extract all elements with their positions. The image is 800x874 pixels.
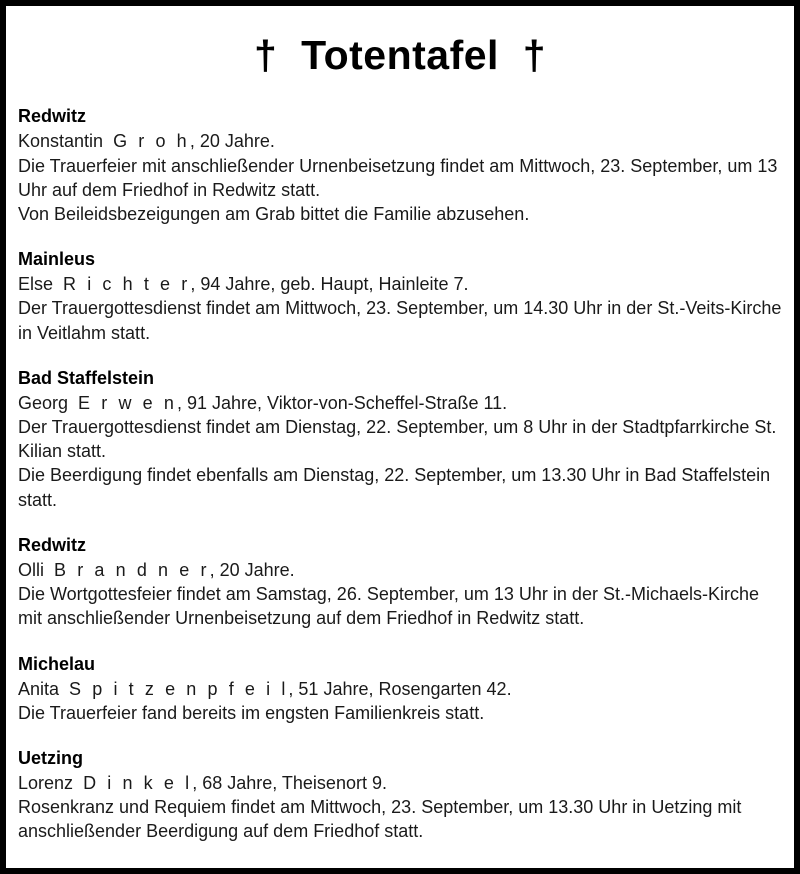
notice-sheet <box>12 12 788 862</box>
obituary-entry <box>18 746 782 844</box>
person-surname: G r o h <box>113 131 190 152</box>
person-surname: B r a n d n e r <box>54 559 210 580</box>
entry-detail-line: Die Trauerfeier mit anschließender Urnenbeisetzung findet am Mittwoch, 23. September, um 13 Uhr auf dem Friedhof in Redwitz statt. <box>18 155 778 200</box>
obituary-entry <box>18 247 782 345</box>
page-title: † Totentafel † <box>253 32 547 78</box>
obituary-entry <box>18 366 782 512</box>
entry-person-line <box>18 272 782 296</box>
entry-place-heading: Redwitz <box>18 106 87 127</box>
entry-place-heading: Michelau <box>18 653 96 674</box>
person-given-name: Lorenz <box>18 772 74 793</box>
obituary-entry-list <box>18 104 782 843</box>
person-details: , 91 Jahre, Viktor-von-Scheffel-Straße 11. <box>176 392 508 413</box>
person-details: , 20 Jahre. <box>189 131 275 152</box>
person-surname: E r w e n <box>78 392 177 413</box>
person-surname: D i n k e l <box>83 772 193 793</box>
entry-detail-line: Von Beileidsbezeigungen am Grab bittet die Familie abzusehen. <box>18 204 530 225</box>
obituary-entry <box>18 533 782 631</box>
person-surname: S p i t z e n p f e i l <box>69 678 289 699</box>
entry-person-line <box>18 771 782 795</box>
entry-place-heading: Redwitz <box>18 534 87 555</box>
person-given-name: Georg <box>18 392 69 413</box>
entry-person-line <box>18 129 782 153</box>
entry-detail-line: Die Wortgottesfeier findet am Samstag, 26. September, um 13 Uhr in der St.-Michaels-Kirche mit anschließender Urnenbeisetzung auf dem Friedhof in Redwitz statt. <box>18 584 759 629</box>
obituary-entry <box>18 104 782 226</box>
person-given-name: Else <box>18 274 54 295</box>
person-details: , 94 Jahre, geb. Haupt, Hainleite 7. <box>190 274 469 295</box>
entry-person-line <box>18 558 782 582</box>
entry-detail-line: Die Beerdigung findet ebenfalls am Dienstag, 22. September, um 13.30 Uhr in Bad Staffelstein statt. <box>18 465 771 510</box>
person-details: , 51 Jahre, Rosengarten 42. <box>288 678 512 699</box>
entry-place-heading: Bad Staffelstein <box>18 367 155 388</box>
entry-person-line <box>18 391 782 415</box>
entry-place-heading: Uetzing <box>18 747 83 768</box>
person-surname: R i c h t e r <box>63 274 191 295</box>
entry-person-line <box>18 677 782 701</box>
person-given-name: Konstantin <box>18 131 104 152</box>
entry-detail-line: Der Trauergottesdienst findet am Mittwoch, 23. September, um 14.30 Uhr in der St.-Veits-Kirche in Veitlahm statt. <box>18 298 782 343</box>
person-details: , 68 Jahre, Theisenort 9. <box>192 772 387 793</box>
obituary-entry <box>18 652 782 725</box>
entry-place-heading: Mainleus <box>18 249 96 270</box>
entry-detail-line: Die Trauerfeier fand bereits im engsten Familienkreis statt. <box>18 702 485 723</box>
entry-detail-line: Der Trauergottesdienst findet am Dienstag, 22. September, um 8 Uhr in der Stadtpfarrkirche St. Kilian statt. <box>18 417 777 462</box>
person-given-name: Anita <box>18 678 60 699</box>
entry-detail-line: Rosenkranz und Requiem findet am Mittwoch, 23. September, um 13.30 Uhr in Uetzing mit anschließender Beerdigung auf dem Friedhof statt. <box>18 797 742 842</box>
person-given-name: Olli <box>18 559 44 580</box>
person-details: , 20 Jahre. <box>209 559 295 580</box>
